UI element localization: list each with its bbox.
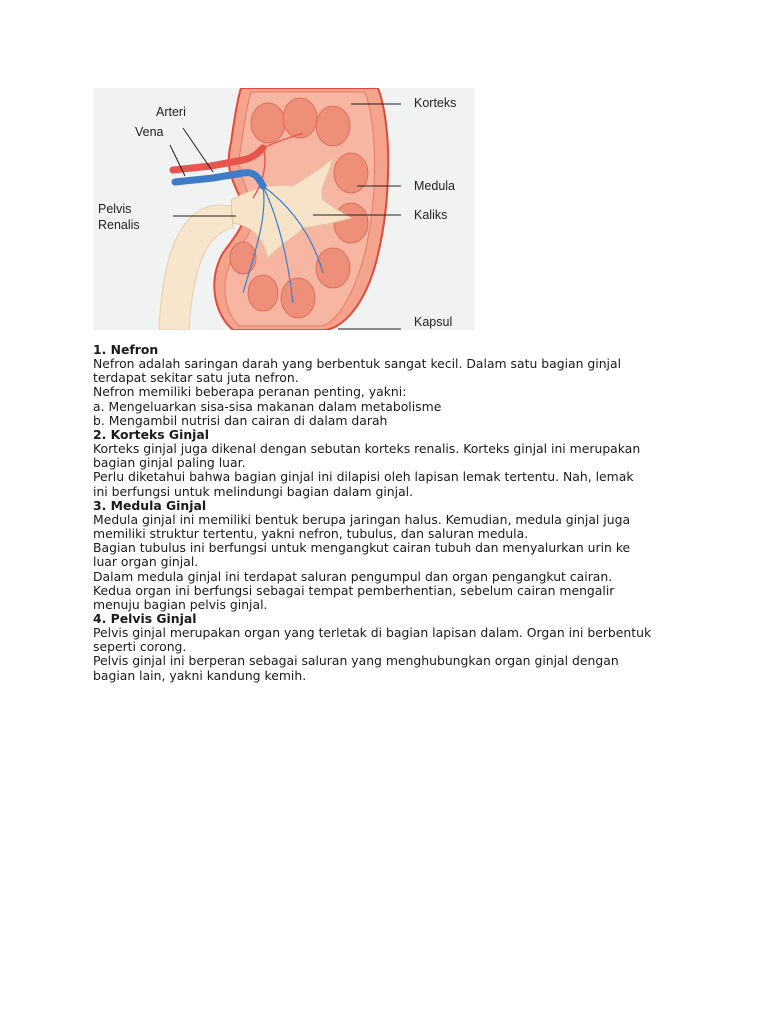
label-renalis: Renalis <box>98 218 140 232</box>
label-korteks: Korteks <box>414 96 457 110</box>
paragraph-line: Pelvis ginjal merupakan organ yang terletak di bagian lapisan dalam. Organ ini berbentuk <box>93 625 652 641</box>
label-vena: Vena <box>135 125 164 139</box>
article-text <box>93 343 683 683</box>
label-medula: Medula <box>414 179 455 193</box>
label-pelvis: Pelvis <box>98 202 132 216</box>
paragraph-line: Pelvis ginjal ini berperan sebagai saluran yang menghubungkan organ ginjal dengan <box>93 653 619 669</box>
paragraph-line: Korteks ginjal juga dikenal dengan sebutan korteks renalis. Korteks ginjal ini merupakan <box>93 441 641 457</box>
paragraph-line: Bagian tubulus ini berfungsi untuk mengangkut cairan tubuh dan menyalurkan urin ke <box>93 540 631 556</box>
paragraph-line: Perlu diketahui bahwa bagian ginjal ini dilapisi oleh lapisan lemak tertentu. Nah, lemak <box>93 469 634 485</box>
kidney-diagram <box>93 88 475 330</box>
list-item: a. Mengeluarkan sisa-sisa makanan dalam metabolisme <box>93 398 442 414</box>
list-item: b. Mengambil nutrisi dan cairan di dalam darah <box>93 412 388 428</box>
section-heading: 2. Korteks Ginjal <box>93 426 209 442</box>
section-heading: 1. Nefron <box>93 342 159 357</box>
paragraph-line: Dalam medula ginjal ini terdapat saluran pengumpul dan organ pengangkut cairan. <box>93 568 613 584</box>
paragraph-line: bagian ginjal paling luar. <box>93 455 246 471</box>
kidney-illustration <box>93 88 475 330</box>
label-arteri: Arteri <box>156 105 186 119</box>
paragraph-line: ini berfungsi untuk melindungi bagian dalam ginjal. <box>93 483 414 499</box>
paragraph-line: Medula ginjal ini memiliki bentuk berupa jaringan halus. Kemudian, medula ginjal juga <box>93 511 631 527</box>
paragraph-line: menuju bagian pelvis ginjal. <box>93 596 268 612</box>
paragraph-line: bagian lain, yakni kandung kemih. <box>93 667 307 683</box>
section-heading: 3. Medula Ginjal <box>93 497 207 513</box>
paragraph-line: terdapat sekitar satu juta nefron. <box>93 370 299 386</box>
paragraph-line: seperti corong. <box>93 639 187 655</box>
paragraph-line: Nefron adalah saringan darah yang berbentuk sangat kecil. Dalam satu bagian ginjal <box>93 356 622 372</box>
paragraph-line: memiliki struktur tertentu, yakni nefron, tubulus, dan saluran medula. <box>93 526 529 542</box>
paragraph-line: Nefron memiliki beberapa peranan penting, yakni: <box>93 384 407 400</box>
label-kapsul: Kapsul <box>414 315 453 329</box>
section-heading: 4. Pelvis Ginjal <box>93 610 197 626</box>
paragraph-line: luar organ ginjal. <box>93 554 199 570</box>
label-kaliks: Kaliks <box>414 208 448 222</box>
paragraph-line: Kedua organ ini berfungsi sebagai tempat pemberhentian, sebelum cairan mengalir <box>93 582 615 598</box>
